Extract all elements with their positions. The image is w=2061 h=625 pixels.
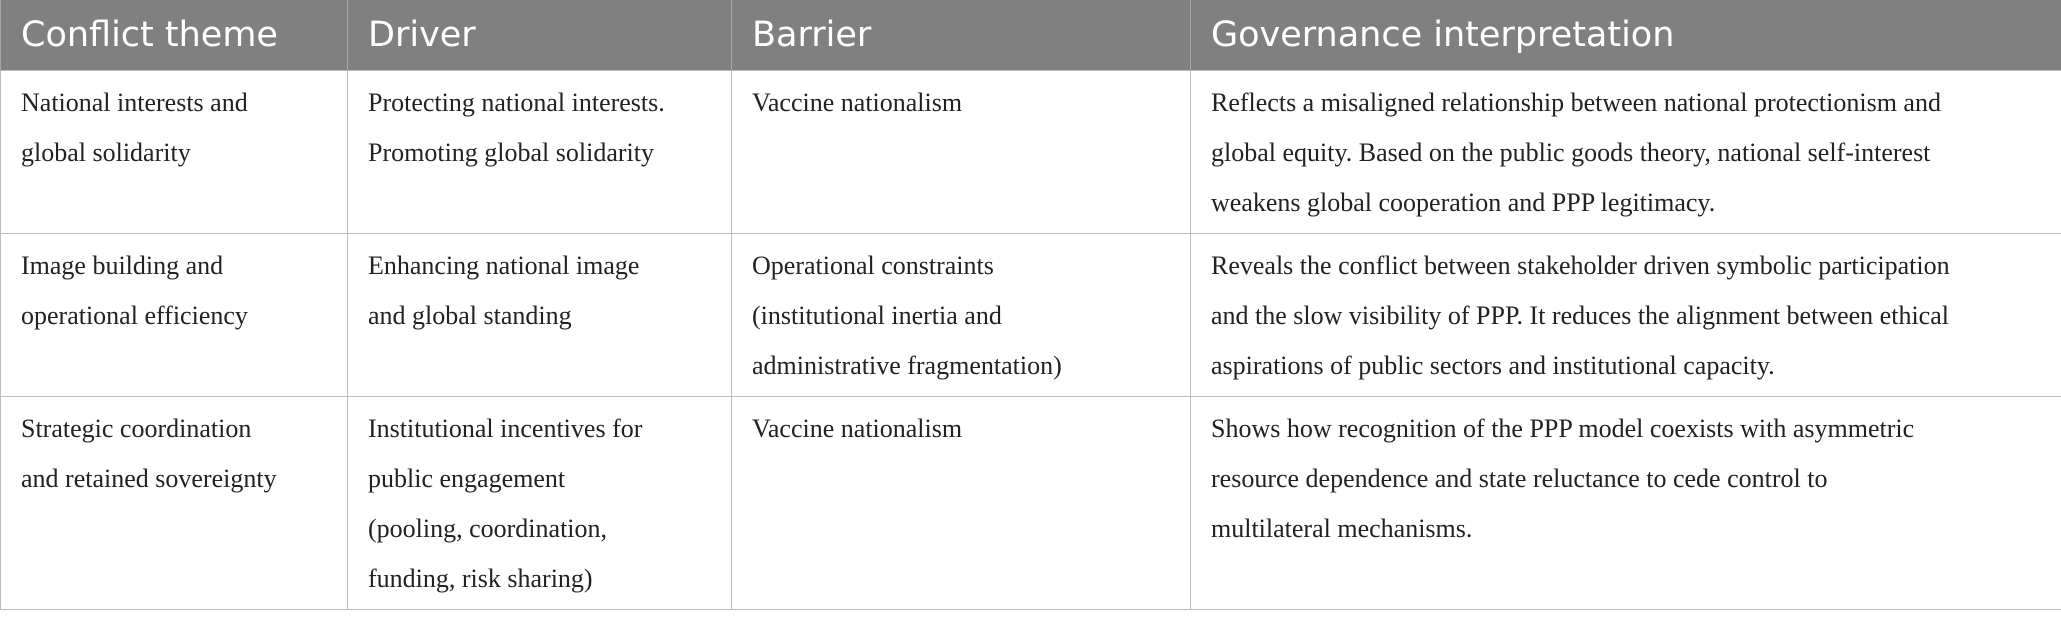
header-row [1,0,2061,70]
cell-text-line: Institutional incentives for [368,413,643,443]
table-body [1,70,2061,609]
table-row [1,396,2061,609]
cell-text-line: Shows how recognition of the PPP model coexists with asymmetric [1211,413,1915,443]
header-conflict-theme: Conflict theme [1,0,348,70]
cell-text-line: operational efficiency [21,300,248,330]
cell-driver [348,396,732,609]
cell-barrier [732,233,1191,396]
cell-conflict-theme [1,70,348,233]
cell-text-line: and the slow visibility of PPP. It reduces the alignment between ethical [1211,300,1949,330]
cell-text-line: and retained sovereignty [21,463,277,493]
cell-text-line: aspirations of public sectors and institutional capacity. [1211,350,1775,380]
cell-text-line: public engagement [368,463,566,493]
cell-conflict-theme [1,396,348,609]
header-barrier: Barrier [732,0,1191,70]
header-driver: Driver [348,0,732,70]
cell-barrier [732,70,1191,233]
table-header [1,0,2061,70]
cell-text-line: Image building and [21,250,224,280]
header-governance-interpretation: Governance interpretation [1191,0,2061,70]
cell-text-line: Reveals the conflict between stakeholder driven symbolic participation [1211,250,1950,280]
cell-text-line: Reflects a misaligned relationship between national protectionism and [1211,87,1941,117]
cell-text-line: Vaccine nationalism [752,413,963,443]
cell-driver [348,233,732,396]
cell-text-line: weakens global cooperation and PPP legitimacy. [1211,187,1716,217]
cell-barrier [732,396,1191,609]
cell-text-line: Operational constraints [752,250,994,280]
cell-governance-interpretation [1191,233,2061,396]
cell-text-line: Protecting national interests. [368,87,665,117]
cell-text-line: National interests and [21,87,248,117]
cell-text-line: resource dependence and state reluctance to cede control to [1211,463,1828,493]
cell-conflict-theme [1,233,348,396]
cell-text-line: funding, risk sharing) [368,563,593,593]
cell-driver [348,70,732,233]
cell-text-line: global solidarity [21,137,191,167]
cell-text-line: (institutional inertia and [752,300,1002,330]
cell-governance-interpretation [1191,70,2061,233]
cell-text-line: Strategic coordination [21,413,252,443]
cell-text-line: Vaccine nationalism [752,87,963,117]
cell-text-line: administrative fragmentation) [752,350,1062,380]
cell-text-line: and global standing [368,300,572,330]
cell-text-line: global equity. Based on the public goods theory, national self-interest [1211,137,1931,167]
table-row [1,70,2061,233]
cell-text-line: Promoting global solidarity [368,137,654,167]
cell-text-line: multilateral mechanisms. [1211,513,1473,543]
table-row [1,233,2061,396]
cell-text-line: (pooling, coordination, [368,513,608,543]
cell-text-line: Enhancing national image [368,250,640,280]
cell-governance-interpretation [1191,396,2061,609]
